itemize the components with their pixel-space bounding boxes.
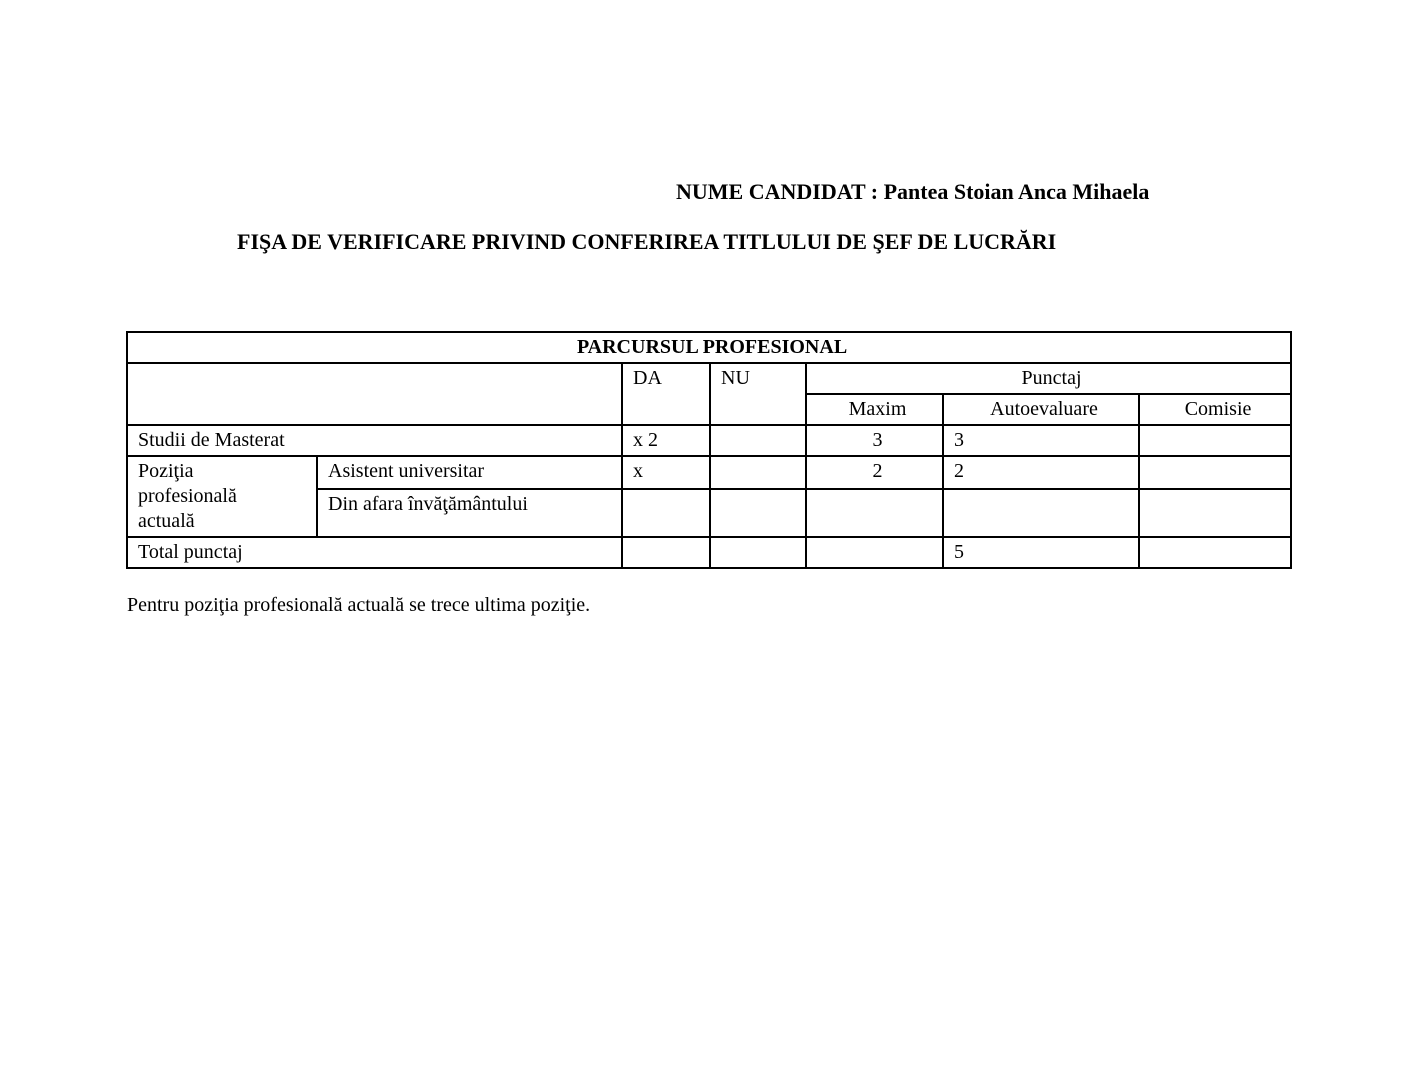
footnote: Pentru poziţia profesională actuală se trece ultima poziţie. <box>127 594 591 616</box>
cell-studii-autoevaluare: 3 <box>943 425 1139 456</box>
cell-total-maxim <box>806 537 943 568</box>
cell-studii-comisie <box>1139 425 1291 456</box>
cell-din-afara-autoevaluare <box>943 489 1139 537</box>
cell-total-nu <box>710 537 806 568</box>
cell-total-da <box>622 537 710 568</box>
cell-din-afara-maxim <box>806 489 943 537</box>
cell-total-autoevaluare: 5 <box>943 537 1139 568</box>
table-row-asistent <box>127 456 1291 489</box>
table-row-total <box>127 537 1291 568</box>
cell-total-label: Total punctaj <box>127 537 622 568</box>
table-row-studii-masterat <box>127 425 1291 456</box>
pozitia-group-label-text: Poziţia profesională actuală <box>138 460 237 532</box>
cell-studii-da: x 2 <box>622 425 710 456</box>
column-header-nu: NU <box>710 363 806 425</box>
cell-asistent-da: x <box>622 456 710 489</box>
column-header-maxim: Maxim <box>806 394 943 425</box>
cell-studii-label: Studii de Masterat <box>127 425 622 456</box>
cell-asistent-autoevaluare: 2 <box>943 456 1139 489</box>
cell-din-afara-label: Din afara învăţământului <box>317 489 622 537</box>
cell-asistent-maxim: 2 <box>806 456 943 489</box>
cell-pozitia-group-label <box>127 456 317 537</box>
cell-din-afara-da <box>622 489 710 537</box>
table-title-row <box>127 332 1291 363</box>
column-header-autoevaluare: Autoevaluare <box>943 394 1139 425</box>
column-header-da: DA <box>622 363 710 425</box>
table-title: PARCURSUL PROFESIONAL <box>127 332 1291 363</box>
form-title: FIŞA DE VERIFICARE PRIVIND CONFERIREA TITLULUI DE ŞEF DE LUCRĂRI <box>237 229 1057 254</box>
cell-asistent-comisie <box>1139 456 1291 489</box>
cell-din-afara-nu <box>710 489 806 537</box>
cell-asistent-label: Asistent universitar <box>317 456 622 489</box>
professional-path-table <box>126 331 1292 569</box>
cell-total-comisie <box>1139 537 1291 568</box>
cell-din-afara-comisie <box>1139 489 1291 537</box>
column-header-punctaj: Punctaj <box>806 363 1291 394</box>
row-label-header-cell <box>127 363 622 425</box>
cell-studii-maxim: 3 <box>806 425 943 456</box>
candidate-name-line: NUME CANDIDAT : Pantea Stoian Anca Mihaela <box>676 179 1150 204</box>
header-row-top <box>127 363 1291 394</box>
column-header-comisie: Comisie <box>1139 394 1291 425</box>
cell-asistent-nu <box>710 456 806 489</box>
cell-studii-nu <box>710 425 806 456</box>
